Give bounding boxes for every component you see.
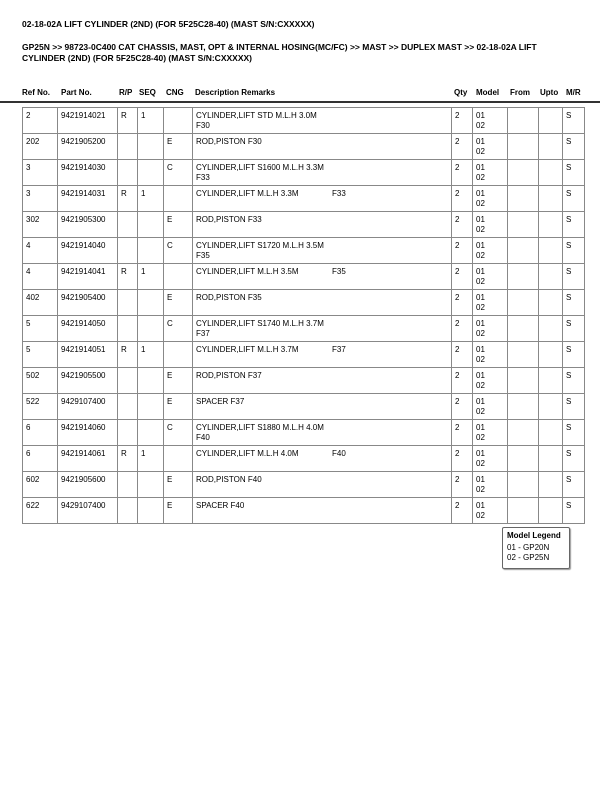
rp: R: [118, 264, 138, 290]
description-text: CYLINDER,LIFT S1720 M.L.H 3.5M: [196, 241, 324, 250]
mr: S: [563, 446, 585, 472]
description-text: ROD,PISTON F35: [196, 293, 262, 302]
model: [473, 368, 508, 394]
table-row: [23, 368, 585, 394]
ref-no: 4: [23, 238, 58, 264]
part-no: 9429107400: [58, 394, 118, 420]
remark-text: F40: [196, 433, 210, 442]
model: [473, 342, 508, 368]
table-row: [23, 186, 585, 212]
description-text: CYLINDER,LIFT M.L.H 4.0M: [196, 449, 299, 458]
mr: S: [563, 394, 585, 420]
cng: [164, 342, 193, 368]
description: [193, 394, 452, 420]
rp: [118, 472, 138, 498]
model-code: 01: [476, 423, 485, 432]
rp: R: [118, 186, 138, 212]
from: [508, 134, 539, 160]
upto: [539, 316, 563, 342]
description-text: CYLINDER,LIFT M.L.H 3.7M: [196, 345, 299, 354]
part-no: 9421905300: [58, 212, 118, 238]
seq: [138, 160, 164, 186]
qty: 2: [452, 160, 473, 186]
table-row: [23, 394, 585, 420]
description-text: ROD,PISTON F37: [196, 371, 262, 380]
qty: 2: [452, 134, 473, 160]
model: [473, 498, 508, 524]
model: [473, 316, 508, 342]
rp: [118, 420, 138, 446]
mr: S: [563, 316, 585, 342]
mr: S: [563, 108, 585, 134]
description-text: SPACER F40: [196, 501, 245, 510]
cng: E: [164, 498, 193, 524]
header-part: Part No.: [61, 88, 92, 97]
from: [508, 160, 539, 186]
table-row: [23, 498, 585, 524]
upto: [539, 342, 563, 368]
cng: [164, 446, 193, 472]
model-code: 02: [476, 459, 485, 468]
model-code: 01: [476, 475, 485, 484]
from: [508, 498, 539, 524]
model: [473, 212, 508, 238]
table-row: [23, 472, 585, 498]
ref-no: 6: [23, 420, 58, 446]
ref-no: 602: [23, 472, 58, 498]
ref-no: 2: [23, 108, 58, 134]
model-code: 01: [476, 293, 485, 302]
description-text: CYLINDER,LIFT S1880 M.L.H 4.0M: [196, 423, 324, 432]
model-code: 02: [476, 355, 485, 364]
table-row: [23, 446, 585, 472]
table-row: [23, 212, 585, 238]
model-code: 02: [476, 199, 485, 208]
from: [508, 472, 539, 498]
description: [193, 290, 452, 316]
table-row: [23, 290, 585, 316]
upto: [539, 472, 563, 498]
cng: C: [164, 420, 193, 446]
upto: [539, 290, 563, 316]
model: [473, 290, 508, 316]
header-cng: CNG: [166, 88, 184, 97]
description: [193, 316, 452, 342]
table-row: [23, 342, 585, 368]
header-model: Model: [476, 88, 500, 97]
from: [508, 420, 539, 446]
ref-no: 522: [23, 394, 58, 420]
upto: [539, 108, 563, 134]
model-code: 02: [476, 225, 485, 234]
part-no: 9421905600: [58, 472, 118, 498]
qty: 2: [452, 264, 473, 290]
description: [193, 238, 452, 264]
cng: E: [164, 212, 193, 238]
model-code: 01: [476, 215, 485, 224]
seq: 1: [138, 108, 164, 134]
cng: [164, 108, 193, 134]
model-code: 02: [476, 251, 485, 260]
cng: C: [164, 316, 193, 342]
mr: S: [563, 186, 585, 212]
model-code: 01: [476, 371, 485, 380]
description: [193, 342, 452, 368]
description-text: CYLINDER,LIFT M.L.H 3.5M: [196, 267, 299, 276]
cng: E: [164, 394, 193, 420]
rp: [118, 134, 138, 160]
header-from: From: [510, 88, 530, 97]
header-mr: M/R: [566, 88, 581, 97]
page-title: 02-18-02A LIFT CYLINDER (2ND) (FOR 5F25C28-40) (MAST S/N:CXXXXX): [22, 19, 315, 29]
remark-text: F33: [196, 173, 210, 182]
mr: S: [563, 134, 585, 160]
part-no: 9421914061: [58, 446, 118, 472]
model-code: 01: [476, 267, 485, 276]
model: [473, 134, 508, 160]
description: [193, 446, 452, 472]
upto: [539, 394, 563, 420]
rp: R: [118, 342, 138, 368]
qty: 2: [452, 420, 473, 446]
model-code: 01: [476, 449, 485, 458]
model-code: 01: [476, 137, 485, 146]
model-code: 01: [476, 189, 485, 198]
qty: 2: [452, 498, 473, 524]
description: [193, 108, 452, 134]
description: [193, 264, 452, 290]
description-text: SPACER F37: [196, 397, 245, 406]
seq: 1: [138, 342, 164, 368]
qty: 2: [452, 290, 473, 316]
cng: [164, 186, 193, 212]
description: [193, 498, 452, 524]
table-row: [23, 420, 585, 446]
part-no: 9421914030: [58, 160, 118, 186]
description-text: CYLINDER,LIFT STD M.L.H 3.0M: [196, 111, 317, 120]
seq: [138, 420, 164, 446]
part-no: 9421914031: [58, 186, 118, 212]
from: [508, 264, 539, 290]
model-code: 02: [476, 511, 485, 520]
qty: 2: [452, 316, 473, 342]
header-desc: Description Remarks: [195, 88, 276, 97]
description-text: CYLINDER,LIFT S1600 M.L.H 3.3M: [196, 163, 324, 172]
model-code: 02: [476, 303, 485, 312]
rp: [118, 238, 138, 264]
mr: S: [563, 420, 585, 446]
upto: [539, 368, 563, 394]
qty: 2: [452, 212, 473, 238]
cng: E: [164, 472, 193, 498]
model: [473, 108, 508, 134]
rp: [118, 160, 138, 186]
remark-text: F40: [332, 449, 346, 458]
model-code: 02: [476, 329, 485, 338]
qty: 2: [452, 238, 473, 264]
model-code: 02: [476, 121, 485, 130]
description: [193, 420, 452, 446]
model-code: 01: [476, 163, 485, 172]
ref-no: 6: [23, 446, 58, 472]
model-code: 01: [476, 241, 485, 250]
legend-item: 01 - GP20N: [507, 543, 550, 552]
qty: 2: [452, 472, 473, 498]
from: [508, 212, 539, 238]
upto: [539, 134, 563, 160]
mr: S: [563, 212, 585, 238]
upto: [539, 446, 563, 472]
from: [508, 238, 539, 264]
model: [473, 394, 508, 420]
qty: 2: [452, 368, 473, 394]
seq: 1: [138, 186, 164, 212]
breadcrumb: GP25N >> 98723-0C400 CAT CHASSIS, MAST, OPT & INTERNAL HOSING(MC/FC) >> MAST >> DUPLEX MAST >> 02-18-02A LIFT CYLINDER (2ND) (FOR 5F25C28-40) (MAST S/N:CXXXXX): [22, 42, 537, 63]
mr: S: [563, 238, 585, 264]
rp: R: [118, 446, 138, 472]
remark-text: F30: [196, 121, 210, 130]
remark-text: F35: [332, 267, 346, 276]
upto: [539, 498, 563, 524]
remark-text: F33: [332, 189, 346, 198]
part-no: 9421914021: [58, 108, 118, 134]
table-row: [23, 264, 585, 290]
model-code: 02: [476, 407, 485, 416]
model-code: 01: [476, 345, 485, 354]
qty: 2: [452, 394, 473, 420]
ref-no: 4: [23, 264, 58, 290]
header-rp: R/P: [119, 88, 133, 97]
seq: [138, 238, 164, 264]
ref-no: 302: [23, 212, 58, 238]
mr: S: [563, 342, 585, 368]
seq: [138, 212, 164, 238]
ref-no: 3: [23, 186, 58, 212]
header-upto: Upto: [540, 88, 559, 97]
model: [473, 420, 508, 446]
upto: [539, 264, 563, 290]
seq: [138, 498, 164, 524]
part-no: 9421905200: [58, 134, 118, 160]
mr: S: [563, 264, 585, 290]
description: [193, 368, 452, 394]
mr: S: [563, 290, 585, 316]
header-ref: Ref No.: [22, 88, 50, 97]
rp: [118, 394, 138, 420]
model-code: 02: [476, 433, 485, 442]
upto: [539, 160, 563, 186]
seq: [138, 316, 164, 342]
upto: [539, 212, 563, 238]
cng: C: [164, 238, 193, 264]
description-text: CYLINDER,LIFT S1740 M.L.H 3.7M: [196, 319, 324, 328]
rp: [118, 212, 138, 238]
model: [473, 238, 508, 264]
from: [508, 368, 539, 394]
model: [473, 160, 508, 186]
seq: [138, 368, 164, 394]
ref-no: 502: [23, 368, 58, 394]
rp: [118, 368, 138, 394]
description-text: ROD,PISTON F33: [196, 215, 262, 224]
from: [508, 316, 539, 342]
model-code: 02: [476, 173, 485, 182]
rp: [118, 316, 138, 342]
qty: 2: [452, 342, 473, 368]
header-divider: [0, 101, 600, 103]
part-no: 9421905400: [58, 290, 118, 316]
model-code: 02: [476, 147, 485, 156]
ref-no: 3: [23, 160, 58, 186]
qty: 2: [452, 446, 473, 472]
ref-no: 402: [23, 290, 58, 316]
description-text: CYLINDER,LIFT M.L.H 3.3M: [196, 189, 299, 198]
remark-text: F35: [196, 251, 210, 260]
from: [508, 186, 539, 212]
mr: S: [563, 160, 585, 186]
seq: [138, 134, 164, 160]
rp: [118, 290, 138, 316]
cng: C: [164, 160, 193, 186]
upto: [539, 186, 563, 212]
description: [193, 212, 452, 238]
legend-item: 02 - GP25N: [507, 553, 550, 562]
table-row: [23, 134, 585, 160]
from: [508, 446, 539, 472]
upto: [539, 420, 563, 446]
description-text: ROD,PISTON F30: [196, 137, 262, 146]
model-code: 01: [476, 501, 485, 510]
model-code: 01: [476, 397, 485, 406]
cng: E: [164, 290, 193, 316]
model-code: 01: [476, 111, 485, 120]
model-code: 01: [476, 319, 485, 328]
qty: 2: [452, 108, 473, 134]
ref-no: 5: [23, 342, 58, 368]
seq: [138, 290, 164, 316]
table-row: [23, 108, 585, 134]
part-no: 9421914051: [58, 342, 118, 368]
model-legend: [502, 527, 570, 569]
part-no: 9421914041: [58, 264, 118, 290]
seq: [138, 394, 164, 420]
header-seq: SEQ: [139, 88, 156, 97]
part-no: 9421914040: [58, 238, 118, 264]
from: [508, 108, 539, 134]
part-no: 9421914050: [58, 316, 118, 342]
part-no: 9421905500: [58, 368, 118, 394]
description-text: ROD,PISTON F40: [196, 475, 262, 484]
rp: R: [118, 108, 138, 134]
ref-no: 202: [23, 134, 58, 160]
from: [508, 290, 539, 316]
remark-text: F37: [332, 345, 346, 354]
model: [473, 264, 508, 290]
mr: S: [563, 472, 585, 498]
model-code: 02: [476, 277, 485, 286]
ref-no: 622: [23, 498, 58, 524]
model-code: 02: [476, 381, 485, 390]
parts-table: [22, 107, 585, 524]
remark-text: F37: [196, 329, 210, 338]
description: [193, 186, 452, 212]
table-row: [23, 160, 585, 186]
mr: S: [563, 368, 585, 394]
mr: S: [563, 498, 585, 524]
table-row: [23, 238, 585, 264]
legend-title: Model Legend: [507, 531, 561, 540]
description: [193, 472, 452, 498]
table-row: [23, 316, 585, 342]
ref-no: 5: [23, 316, 58, 342]
seq: [138, 472, 164, 498]
description: [193, 160, 452, 186]
cng: E: [164, 368, 193, 394]
header-qty: Qty: [454, 88, 468, 97]
rp: [118, 498, 138, 524]
cng: E: [164, 134, 193, 160]
model: [473, 186, 508, 212]
from: [508, 394, 539, 420]
upto: [539, 238, 563, 264]
description: [193, 134, 452, 160]
part-no: 9429107400: [58, 498, 118, 524]
model: [473, 446, 508, 472]
cng: [164, 264, 193, 290]
seq: 1: [138, 446, 164, 472]
from: [508, 342, 539, 368]
part-no: 9421914060: [58, 420, 118, 446]
model-code: 02: [476, 485, 485, 494]
qty: 2: [452, 186, 473, 212]
model: [473, 472, 508, 498]
seq: 1: [138, 264, 164, 290]
